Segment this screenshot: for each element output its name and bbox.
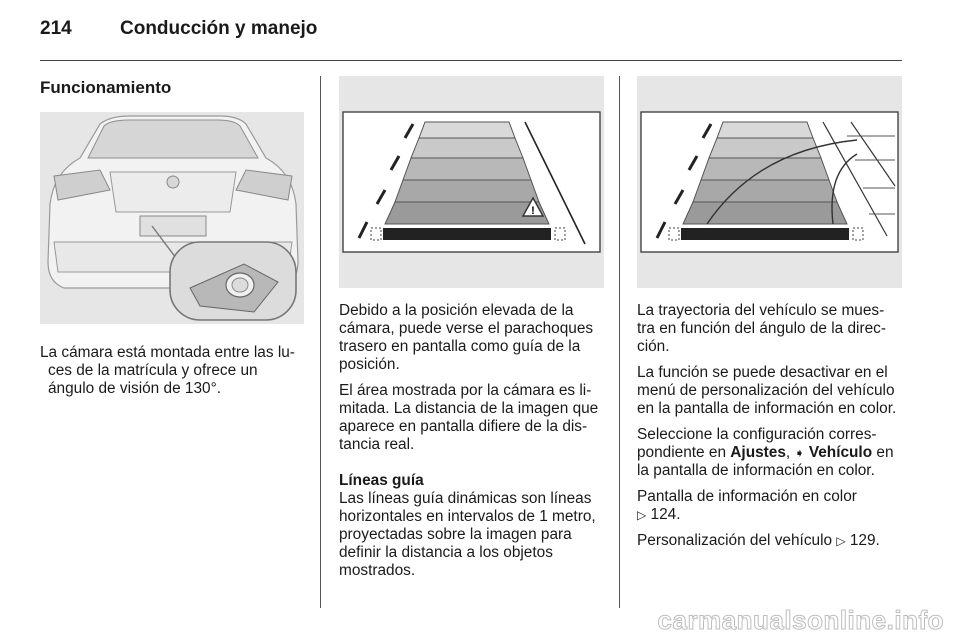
cross-reference-display: Pantalla de información en color ▷ 124. — [637, 488, 857, 523]
svg-text:!: ! — [531, 205, 535, 217]
guide-lines-display-illustration — [339, 76, 604, 288]
menu-separator: , — [785, 444, 795, 461]
settings-path-outro: en la pantalla de información en color. — [637, 444, 894, 479]
reference-page-124: 124. — [650, 506, 681, 523]
menu-arrow-icon: ➧ — [794, 446, 805, 460]
watermark: carmanualsonline.info — [657, 605, 944, 635]
page-header — [40, 18, 920, 48]
column-divider-2 — [619, 76, 620, 608]
menu-vehiculo: Vehículo — [808, 444, 873, 461]
reference-page-129: 129. — [849, 532, 880, 549]
camera-location-illustration — [40, 112, 304, 324]
page-number: 214 — [40, 18, 72, 39]
paragraph-trajectory: La trayectoria del vehículo se mues-tra en función del ángulo de la direc-ción. — [637, 302, 886, 355]
column-2 — [339, 76, 604, 588]
header-divider — [40, 60, 902, 61]
section-title: Funcionamiento — [40, 78, 172, 97]
camera-description: La cámara está montada entre las lu-ces de la matrícula y ofrece un ángulo de visión de 130°. — [40, 344, 295, 397]
paragraph-settings-path — [637, 426, 902, 480]
trajectory-display-illustration — [637, 76, 902, 288]
guide-lines-text: Las líneas guía dinámicas son líneas horizontales en intervalos de 1 metro, proyectadas sobre la imagen para definir la distancia a los objetos mostrados. — [339, 490, 596, 579]
paragraph-area: El área mostrada por la cámara es li-mitada. La distancia de la imagen que aparece en pantalla difiere de la dis-tancia real. — [339, 382, 599, 453]
page-reference-icon: ▷ — [836, 534, 846, 548]
page-reference-icon: ▷ — [637, 508, 647, 522]
column-1 — [40, 76, 304, 406]
column-3 — [637, 76, 902, 558]
paragraph-bumper: Debido a la posición elevada de la cámara, puede verse el parachoques trasero en pantalla como guía de la posición. — [339, 302, 594, 373]
chapter-title: Conducción y manejo — [120, 18, 318, 39]
guide-lines-heading: Líneas guía — [339, 472, 424, 489]
column-divider-1 — [320, 76, 321, 608]
settings-path-intro: Seleccione la configuración corres-pondiente en — [637, 426, 877, 461]
paragraph-deactivate: La función se puede desactivar en el menú de personalización del vehículo en la pantalla de información en color. — [637, 364, 897, 417]
cross-reference-personalization: Personalización del vehículo ▷ 129. — [637, 532, 880, 549]
menu-ajustes: Ajustes — [730, 444, 786, 461]
